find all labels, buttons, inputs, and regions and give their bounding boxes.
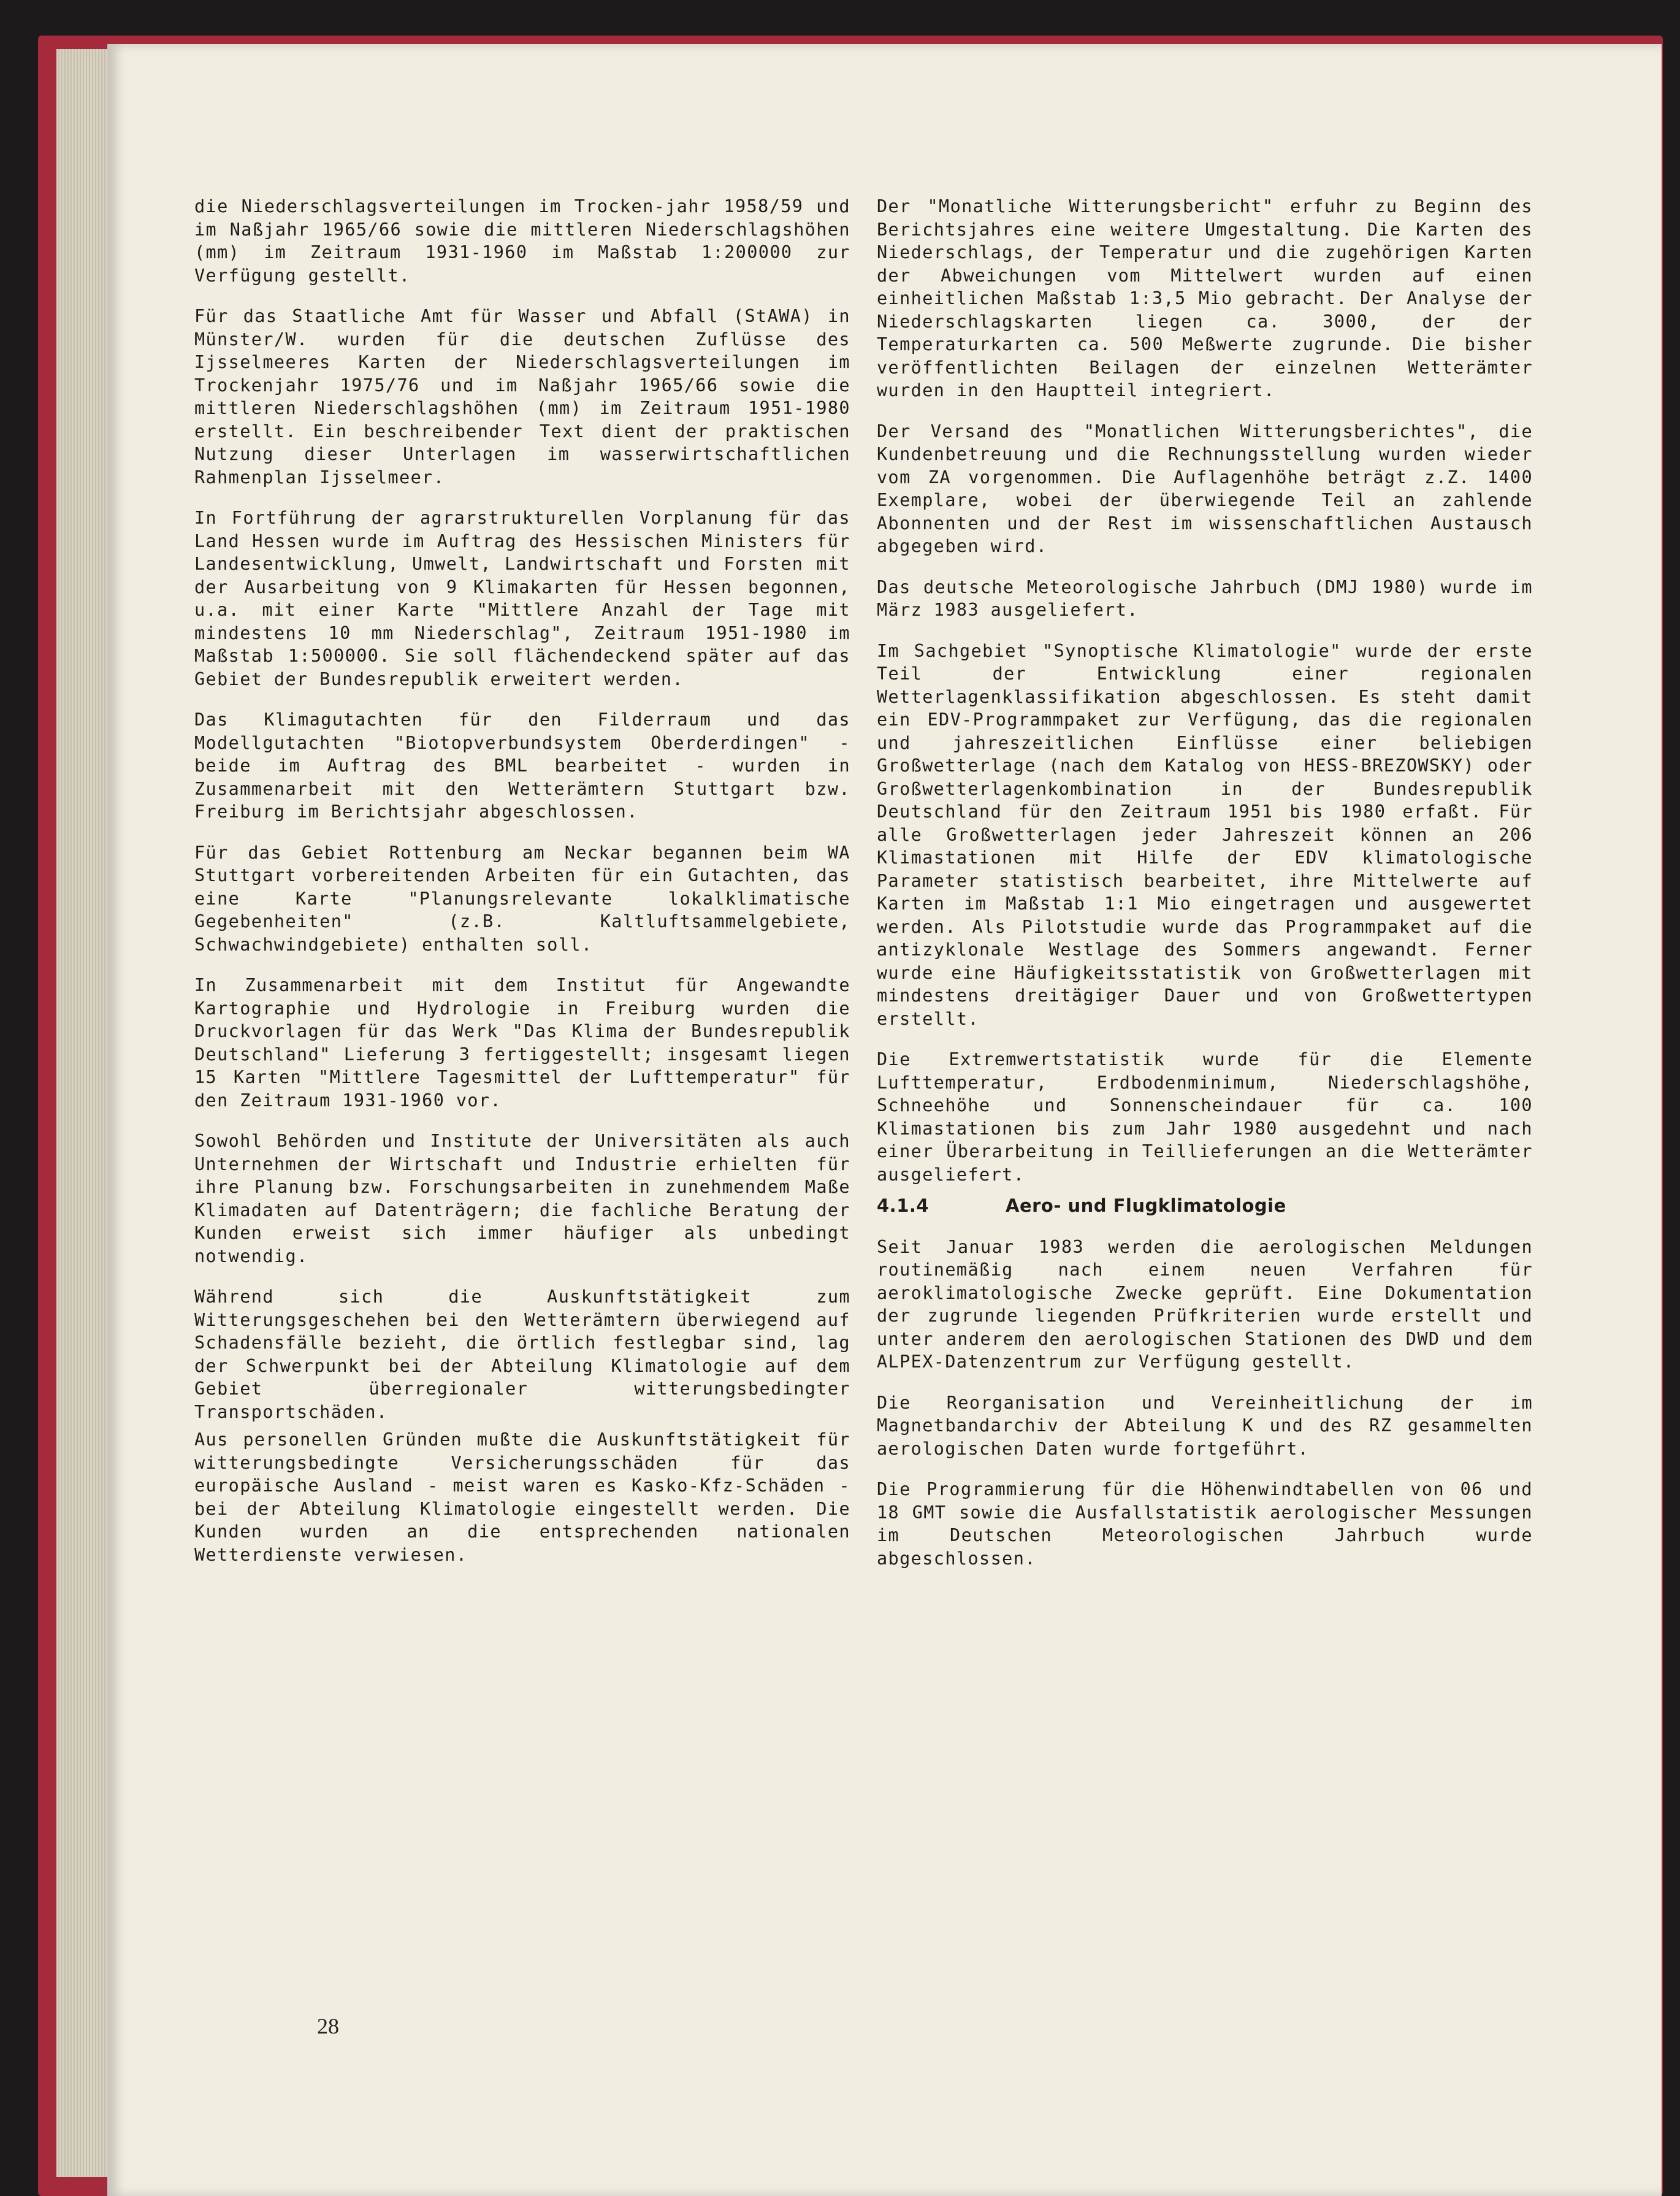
- paragraph: In Zusammenarbeit mit dem Institut für Angewandte Kartographie und Hydrologie in Freiburg wurden die Druckvorlagen für das Werk "Das Klima der Bundesrepublik Deutschland" Lieferung 3 fertiggestellt; insgesamt liegen 15 Karten "Mittlere Tagesmittel der Lufttemperatur" für den Zeitraum 1931-1960 vor.: [194, 975, 850, 1111]
- paragraph: Sowohl Behörden und Institute der Universitäten als auch Unternehmen der Wirtschaft und Industrie erhielten für ihre Planung bzw. Forschungsarbeiten in zunehmendem Maße Klimadaten auf Datenträgern; die fachliche Beratung der Kunden erweist sich immer häufiger als unbedingt notwendig.: [194, 1131, 850, 1266]
- paragraph: Seit Januar 1983 werden die aerologischen Meldungen routinemäßig nach einem neuen Verfahren für aeroklimatologische Zwecke geprüft. Eine Dokumentation der zugrunde liegenden Prüfkriterien wurde erstellt und unter anderem den aerologischen Stationen des DWD und dem ALPEX-Datenzentrum zur Verfügung gestellt.: [877, 1236, 1533, 1372]
- paragraph: Der "Monatliche Witterungsbericht" erfuhr zu Beginn des Berichtsjahres eine weitere Umgestaltung. Die Karten des Niederschlags, der Temperatur und die zugehörigen Karten der Abweichungen vom Mittelwert wurden auf einen einheitlichen Maßstab 1:3,5 Mio gebracht. Der Analyse der Niederschlagskarten liegen ca. 3000, der der Temperaturkarten ca. 500 Meßwerte zugrunde. Die bisher veröffentlichten Beilagen der einzelnen Wetterämter wurden in den Hauptteil integriert.: [877, 196, 1533, 400]
- paragraph: Während sich die Auskunftstätigkeit zum Witterungsgeschehen bei den Wetterämtern überwiegend auf Schadensfälle bezieht, die örtlich festlegbar sind, lag der Schwerpunkt bei der Abteilung Klimatologie auf dem Gebiet überregionaler witterungsbedingter Transportschäden.: [194, 1287, 850, 1422]
- section-title: Aero- und Flugklimatologie: [1006, 1195, 1286, 1216]
- paragraph: Die Reorganisation und Vereinheitlichung der im Magnetbandarchiv der Abteilung K und des RZ gesammelten aerologischen Daten wurde fortgeführt.: [877, 1392, 1533, 1459]
- paragraph: Aus personellen Gründen mußte die Auskunftstätigkeit für witterungsbedingte Versicherungsschäden für das europäische Ausland - meist waren es Kasko-Kfz-Schäden - bei der Abteilung Klimatologie eingestellt werden. Die Kunden wurden an die entsprechenden nationalen Wetterdienste verwiesen.: [194, 1429, 850, 1565]
- paragraph: Im Sachgebiet "Synoptische Klimatologie" wurde der erste Teil der Entwicklung einer regionalen Wetterlagenklassifikation abgeschlossen. Es steht damit ein EDV-Programmpaket zur Verfügung, das die regionalen und jahreszeitlichen Einflüsse einer beliebigen Großwetterlage (nach dem Katalog von HESS-BREZOWSKY) oder Großwetterlagenkombination in der Bundesrepublik Deutschland für den Zeitraum 1951 bis 1980 erfaßt. Für alle Großwetterlagen jeder Jahreszeit können an 206 Klimastationen mit Hilfe der EDV klimatologische Parameter statistisch bearbeitet, ihre Mittelwerte auf Karten im Maßstab 1:1 Mio eingetragen und ausgewertet werden. Als Pilotstudie wurde das Programmpaket auf die antizyklonale Westlage des Sommers angewandt. Ferner wurde eine Häufigkeitsstatistik von Großwetterlagen mit mindestens dreitägiger Dauer und von Großwettertypen erstellt.: [877, 640, 1533, 1029]
- paragraph: Für das Staatliche Amt für Wasser und Abfall (StAWA) in Münster/W. wurden für die deutschen Zuflüsse des Ijsselmeeres Karten der Niederschlagsverteilungen im Trockenjahr 1975/76 und im Naßjahr 1965/66 sowie die mittleren Niederschlagshöhen (mm) im Zeitraum 1951-1980 erstellt. Ein beschreibender Text dient der praktischen Nutzung dieser Unterlagen im wasserwirtschaftlichen Rahmenplan Ijsselmeer.: [194, 306, 850, 488]
- paragraph: die Niederschlagsverteilungen im Trocken-jahr 1958/59 und im Naßjahr 1965/66 sowie die mittleren Niederschlagshöhen (mm) im Zeitraum 1931-1960 im Maßstab 1:200000 zur Verfügung gestellt.: [194, 196, 850, 286]
- section-number: 4.1.4: [877, 1195, 930, 1216]
- paragraph: In Fortführung der agrarstrukturellen Vorplanung für das Land Hessen wurde im Auftrag des Hessischen Ministers für Landesentwicklung, Umwelt, Landwirtschaft und Forsten mit der Ausarbeitung von 9 Klimakarten für Hessen begonnen, u.a. mit einer Karte "Mittlere Anzahl der Tage mit mindestens 10 mm Niederschlag", Zeitraum 1951-1980 im Maßstab 1:500000. Sie soll flächendeckend später auf das Gebiet der Bundesrepublik erweitert werden.: [194, 508, 850, 689]
- left-column: [194, 195, 850, 1584]
- paragraph: Für das Gebiet Rottenburg am Neckar begannen beim WA Stuttgart vorbereitenden Arbeiten für ein Gutachten, das eine Karte "Planungsrelevante lokalklimatische Gegebenheiten" (z.B. Kaltluftsammelgebiete, Schwachwindgebiete) enthalten soll.: [194, 842, 850, 955]
- paragraph: Die Extremwertstatistik wurde für die Elemente Lufttemperatur, Erdbodenminimum, Niederschlagshöhe, Schneehöhe und Sonnenscheindauer für ca. 100 Klimastationen bis zum Jahr 1980 ausgedehnt und nach einer Überarbeitung in Teillieferungen an die Wetterämter ausgeliefert.: [877, 1049, 1533, 1185]
- right-column: [877, 195, 1533, 1588]
- page-edges: [56, 49, 112, 2177]
- section-heading: [877, 1195, 1533, 1218]
- paragraph: Die Programmierung für die Höhenwindtabellen von 06 und 18 GMT sowie die Ausfallstatistik aerologischer Messungen im Deutschen Meteorologischen Jahrbuch wurde abgeschlossen.: [877, 1479, 1533, 1569]
- paragraph: Das Klimagutachten für den Filderraum und das Modellgutachten "Biotopverbundsystem Oberderdingen" - beide im Auftrag des BML bearbeitet - wurden in Zusammenarbeit mit den Wetterämtern Stuttgart bzw. Freiburg im Berichtsjahr abgeschlossen.: [194, 710, 850, 822]
- paragraph: Das deutsche Meteorologische Jahrbuch (DMJ 1980) wurde im März 1983 ausgeliefert.: [877, 576, 1533, 620]
- paragraph: Der Versand des "Monatlichen Witterungsberichtes", die Kundenbetreuung und die Rechnungsstellung wurden wieder vom ZA vorgenommen. Die Auflagenhöhe beträgt z.Z. 1400 Exemplare, wobei der überwiegende Teil an zahlende Abonnenten und der Rest im wissenschaftlichen Austausch abgegeben wird.: [877, 421, 1533, 556]
- page-number: 28: [317, 2014, 339, 2038]
